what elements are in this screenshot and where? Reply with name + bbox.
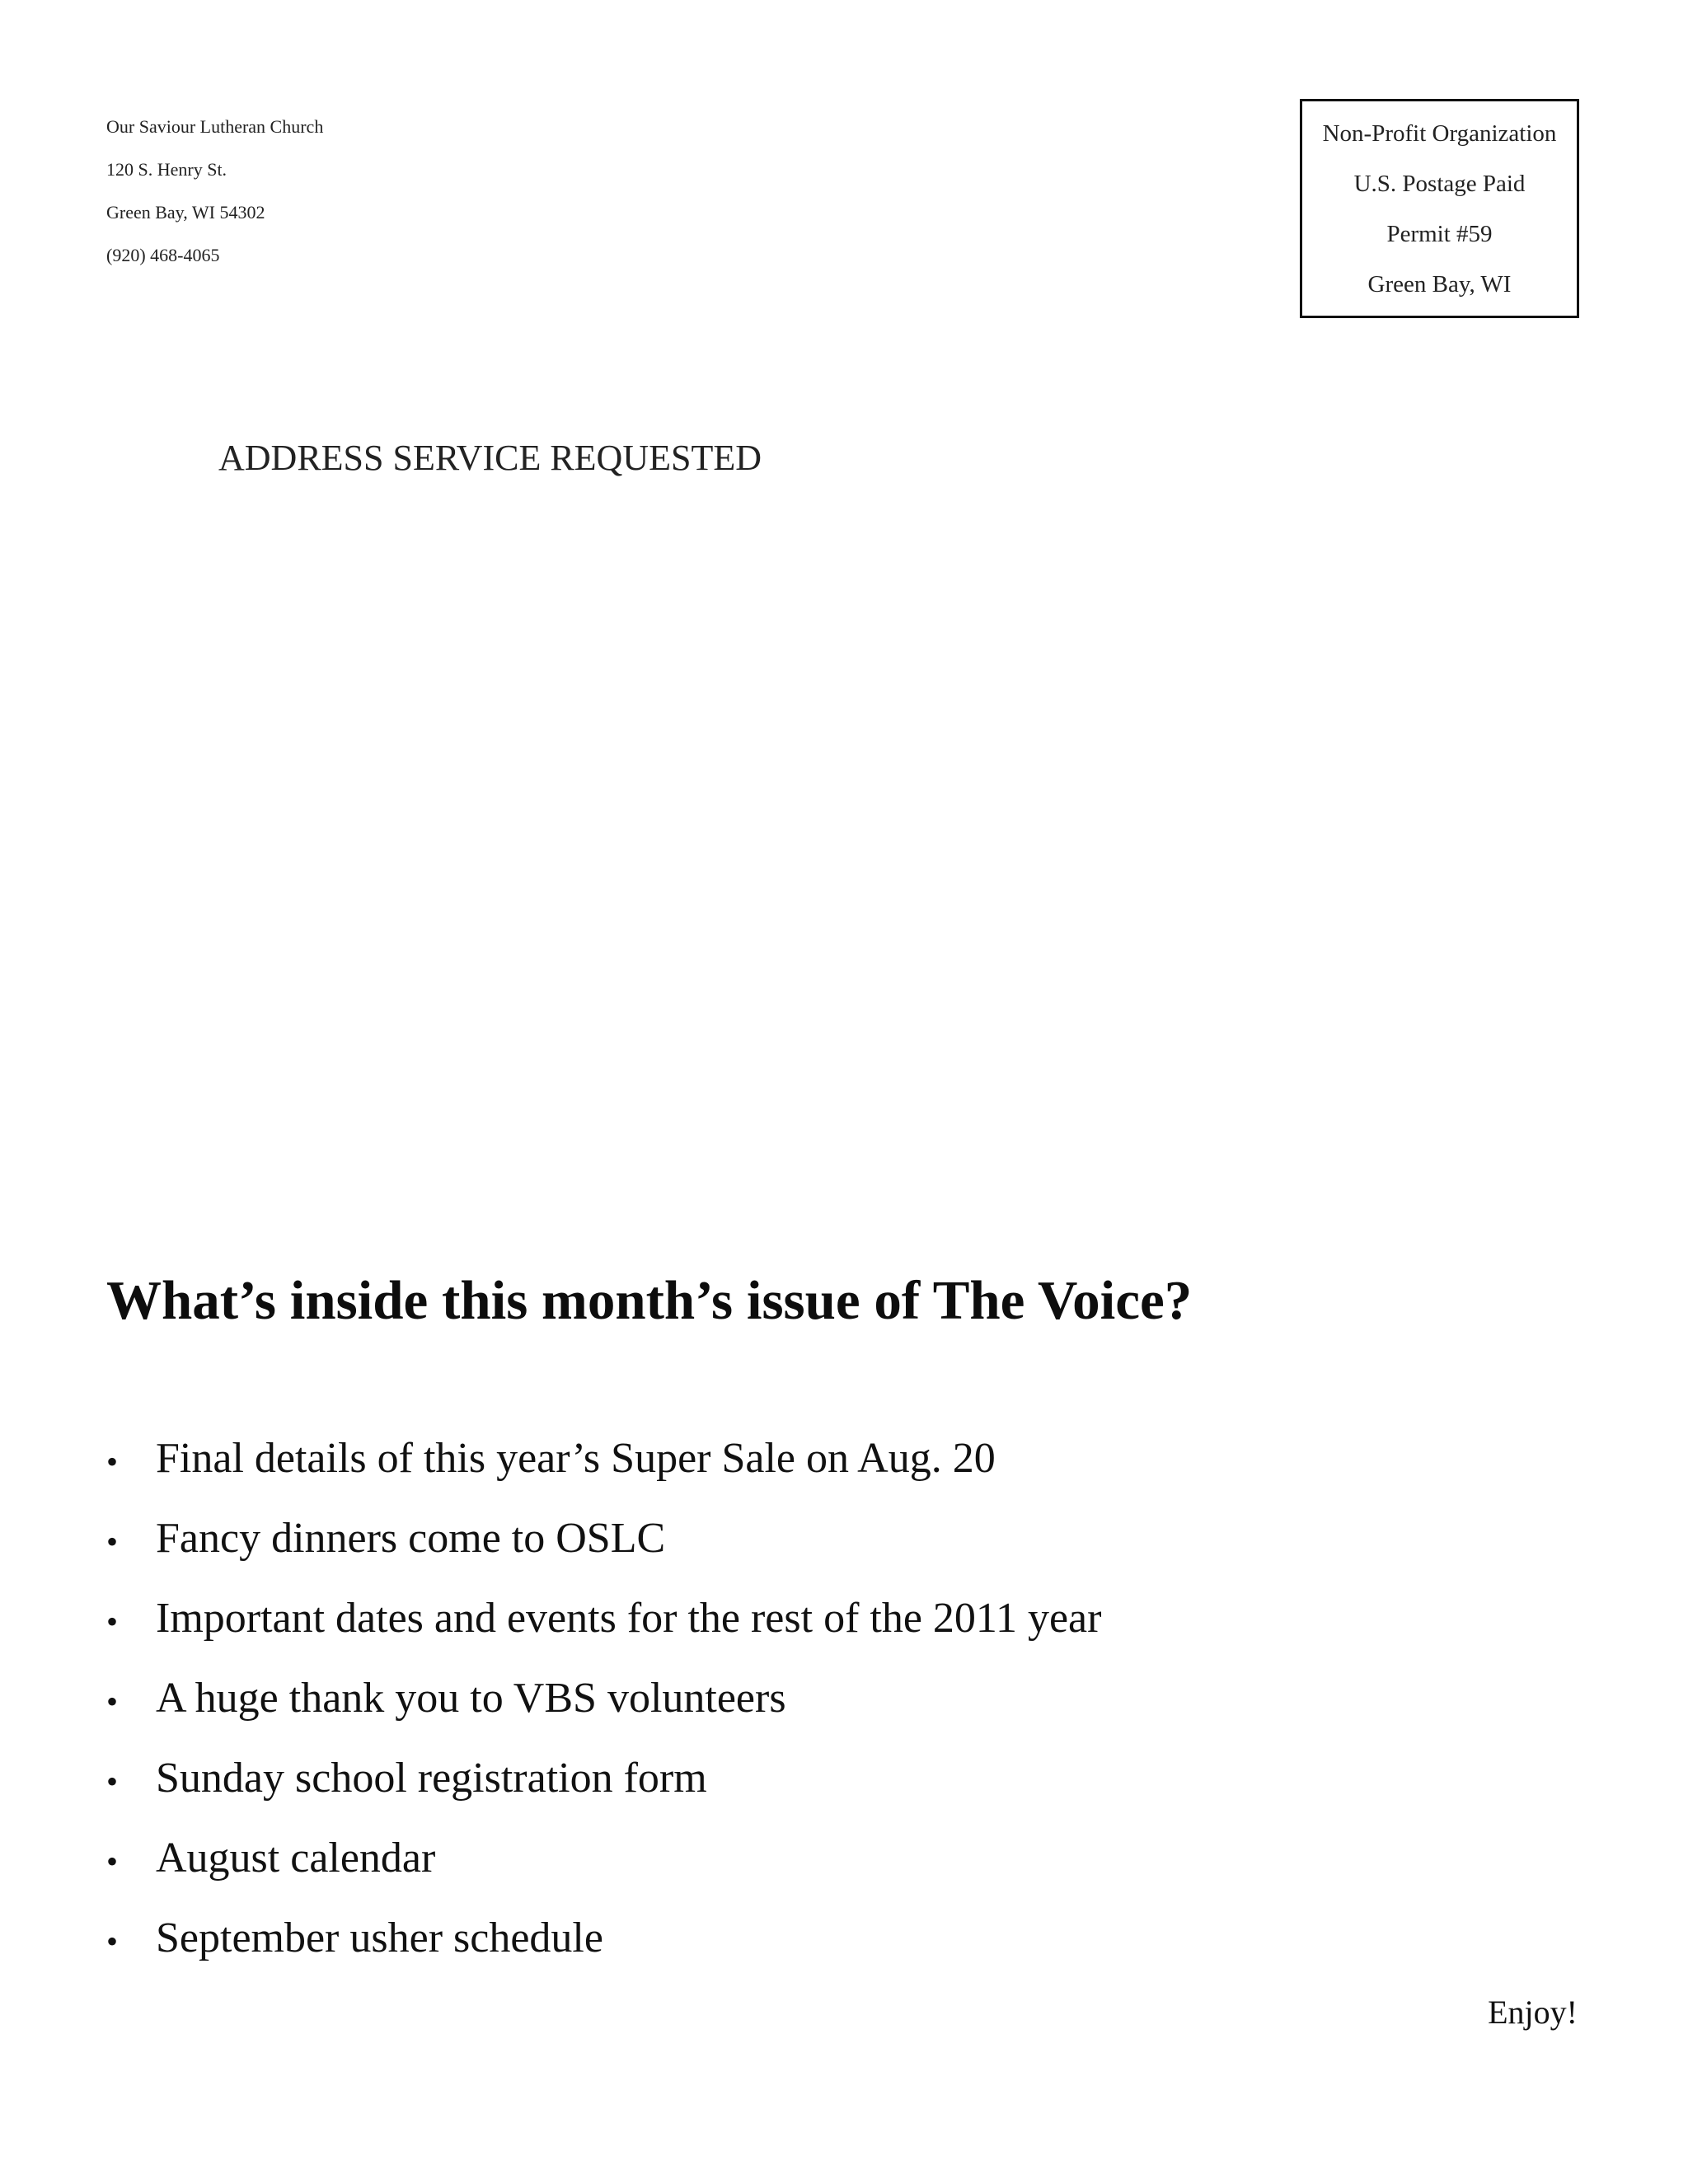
list-item-text: September usher schedule — [156, 1915, 603, 1961]
bullet-icon: • — [106, 1843, 119, 1880]
indicia-line-postage: U.S. Postage Paid — [1353, 171, 1526, 197]
postage-indicia — [1300, 99, 1579, 318]
list-item — [106, 1430, 1101, 1510]
list-item-text: Sunday school registration form — [156, 1755, 707, 1802]
bullet-icon: • — [106, 1763, 119, 1800]
address-service-endorsement: ADDRESS SERVICE REQUESTED — [218, 438, 762, 478]
newsletter-headline: What’s inside this month’s issue of The Voice? — [106, 1270, 1193, 1331]
bullet-icon: • — [106, 1603, 119, 1640]
contents-list — [106, 1430, 1101, 1990]
list-item — [106, 1670, 1101, 1750]
indicia-line-organization: Non-Profit Organization — [1322, 120, 1557, 147]
indicia-line-permit: Permit #59 — [1386, 221, 1493, 247]
list-item-text: A huge thank you to VBS volunteers — [156, 1675, 786, 1722]
bullet-icon: • — [106, 1923, 119, 1960]
list-item — [106, 1910, 1101, 1990]
list-item-text: August calendar — [156, 1835, 436, 1882]
list-item — [106, 1750, 1101, 1830]
bullet-icon: • — [106, 1523, 119, 1560]
return-address — [106, 105, 323, 277]
list-item — [106, 1830, 1101, 1910]
list-item-text: Final details of this year’s Super Sale on Aug. 20 — [156, 1435, 996, 1482]
signoff: Enjoy! — [1488, 1994, 1578, 2031]
indicia-line-city: Green Bay, WI — [1367, 271, 1512, 298]
bullet-icon: • — [106, 1683, 119, 1720]
bullet-icon: • — [106, 1443, 119, 1480]
church-city: Green Bay, WI 54302 — [106, 202, 265, 223]
list-item-text: Important dates and events for the rest of the 2011 year — [156, 1595, 1102, 1642]
list-item — [106, 1590, 1101, 1670]
church-street: 120 S. Henry St. — [106, 159, 227, 180]
church-phone: (920) 468-4065 — [106, 245, 220, 265]
list-item-text: Fancy dinners come to OSLC — [156, 1515, 666, 1562]
church-name: Our Saviour Lutheran Church — [106, 116, 324, 137]
list-item — [106, 1510, 1101, 1590]
